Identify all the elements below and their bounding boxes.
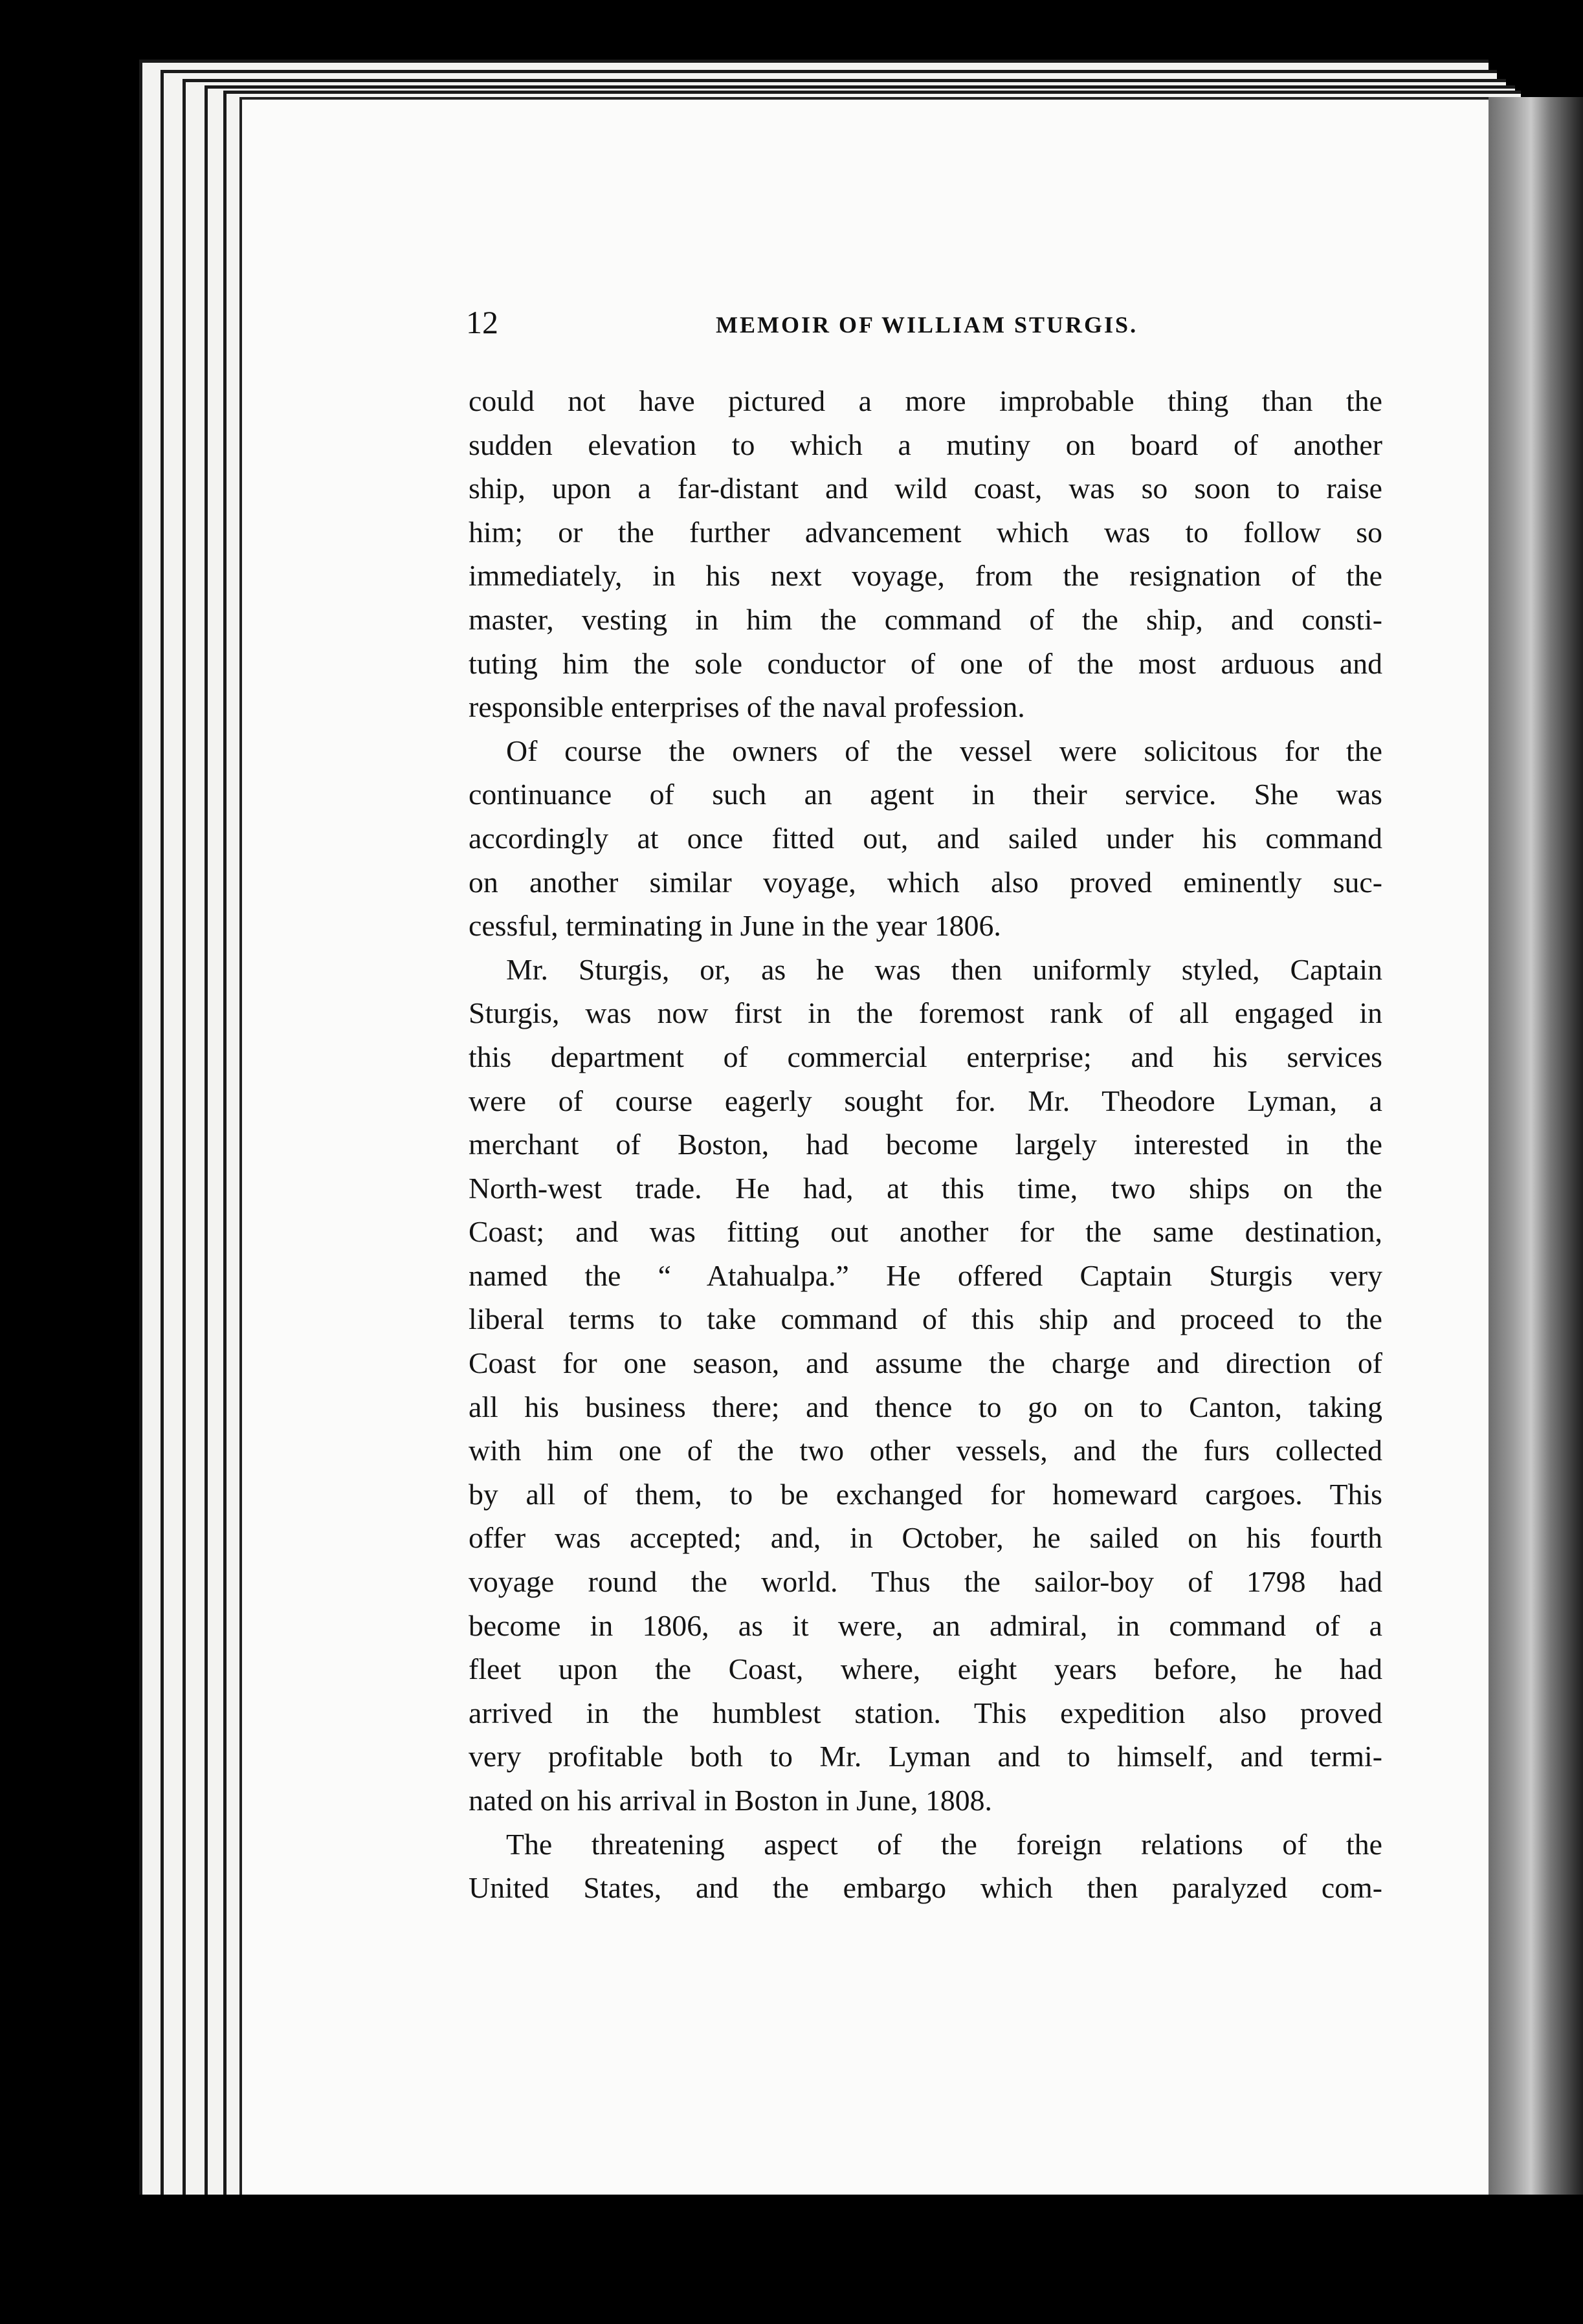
- text-line: Coast for one season, and assume the charge and direction of: [469, 1346, 1382, 1380]
- text-line: all his business there; and thence to go on to Canton, taking: [469, 1390, 1382, 1423]
- body-text: [469, 379, 1382, 1910]
- text-line: on another similar voyage, which also proved eminently suc-: [469, 865, 1382, 899]
- text-line: with him one of the two other vessels, and the furs collected: [469, 1434, 1382, 1467]
- text-line: continuance of such an agent in their service. She was: [469, 778, 1382, 811]
- text-line: responsible enterprises of the naval profession.: [469, 690, 1025, 724]
- text-line: Of course the owners of the vessel were solicitous for the: [506, 734, 1382, 767]
- bottom-shadow: [139, 2195, 1583, 2324]
- text-line: Mr. Sturgis, or, as he was then uniformly styled, Captain: [506, 952, 1382, 986]
- text-line: become in 1806, as it were, an admiral, in command of a: [469, 1608, 1382, 1642]
- text-line: Sturgis, was now first in the foremost rank of all engaged in: [469, 996, 1382, 1030]
- running-title: MEMOIR OF WILLIAM STURGIS.: [716, 312, 1138, 338]
- page-number: 12: [466, 304, 498, 340]
- page-header: [466, 303, 1385, 348]
- text-line: could not have pictured a more improbable thing than the: [469, 384, 1382, 417]
- text-line: very profitable both to Mr. Lyman and to himself, and termi-: [469, 1740, 1382, 1773]
- page-gutter-shadow: [1489, 97, 1583, 2232]
- text-line: him; or the further advancement which was to follow so: [469, 515, 1382, 549]
- text-line: voyage round the world. Thus the sailor-boy of 1798 had: [469, 1565, 1382, 1599]
- text-line: immediately, in his next voyage, from the resignation of the: [469, 559, 1382, 593]
- text-line: by all of them, to be exchanged for homeward cargoes. This: [469, 1477, 1382, 1511]
- text-line: nated on his arrival in Boston in June, 1808.: [469, 1784, 992, 1817]
- text-line: master, vesting in him the command of the ship, and consti-: [469, 602, 1382, 636]
- text-line: cessful, terminating in June in the year 1806.: [469, 909, 1001, 943]
- text-line: accordingly at once fitted out, and sailed under his command: [469, 821, 1382, 855]
- text-line: United States, and the embargo which then paralyzed com-: [469, 1871, 1382, 1905]
- text-line: sudden elevation to which a mutiny on board of another: [469, 428, 1382, 461]
- text-line: this department of commercial enterprise; and his services: [469, 1040, 1382, 1073]
- text-line: North-west trade. He had, at this time, two ships on the: [469, 1171, 1382, 1205]
- text-line: named the “ Atahualpa.” He offered Captain Sturgis very: [469, 1258, 1382, 1292]
- text-line: liberal terms to take command of this ship and proceed to the: [469, 1302, 1382, 1336]
- text-line: fleet upon the Coast, where, eight years before, he had: [469, 1652, 1382, 1686]
- text-line: The threatening aspect of the foreign relations of the: [506, 1827, 1382, 1861]
- text-line: arrived in the humblest station. This expedition also proved: [469, 1696, 1382, 1729]
- text-line: Coast; and was fitting out another for the same destination,: [469, 1215, 1382, 1249]
- text-line: tuting him the sole conductor of one of the most arduous and: [469, 646, 1382, 680]
- text-line: offer was accepted; and, in October, he sailed on his fourth: [469, 1521, 1382, 1555]
- text-line: merchant of Boston, had become largely interested in the: [469, 1128, 1382, 1161]
- text-line: ship, upon a far-distant and wild coast, was so soon to raise: [469, 472, 1382, 505]
- text-line: were of course eagerly sought for. Mr. Theodore Lyman, a: [469, 1084, 1382, 1117]
